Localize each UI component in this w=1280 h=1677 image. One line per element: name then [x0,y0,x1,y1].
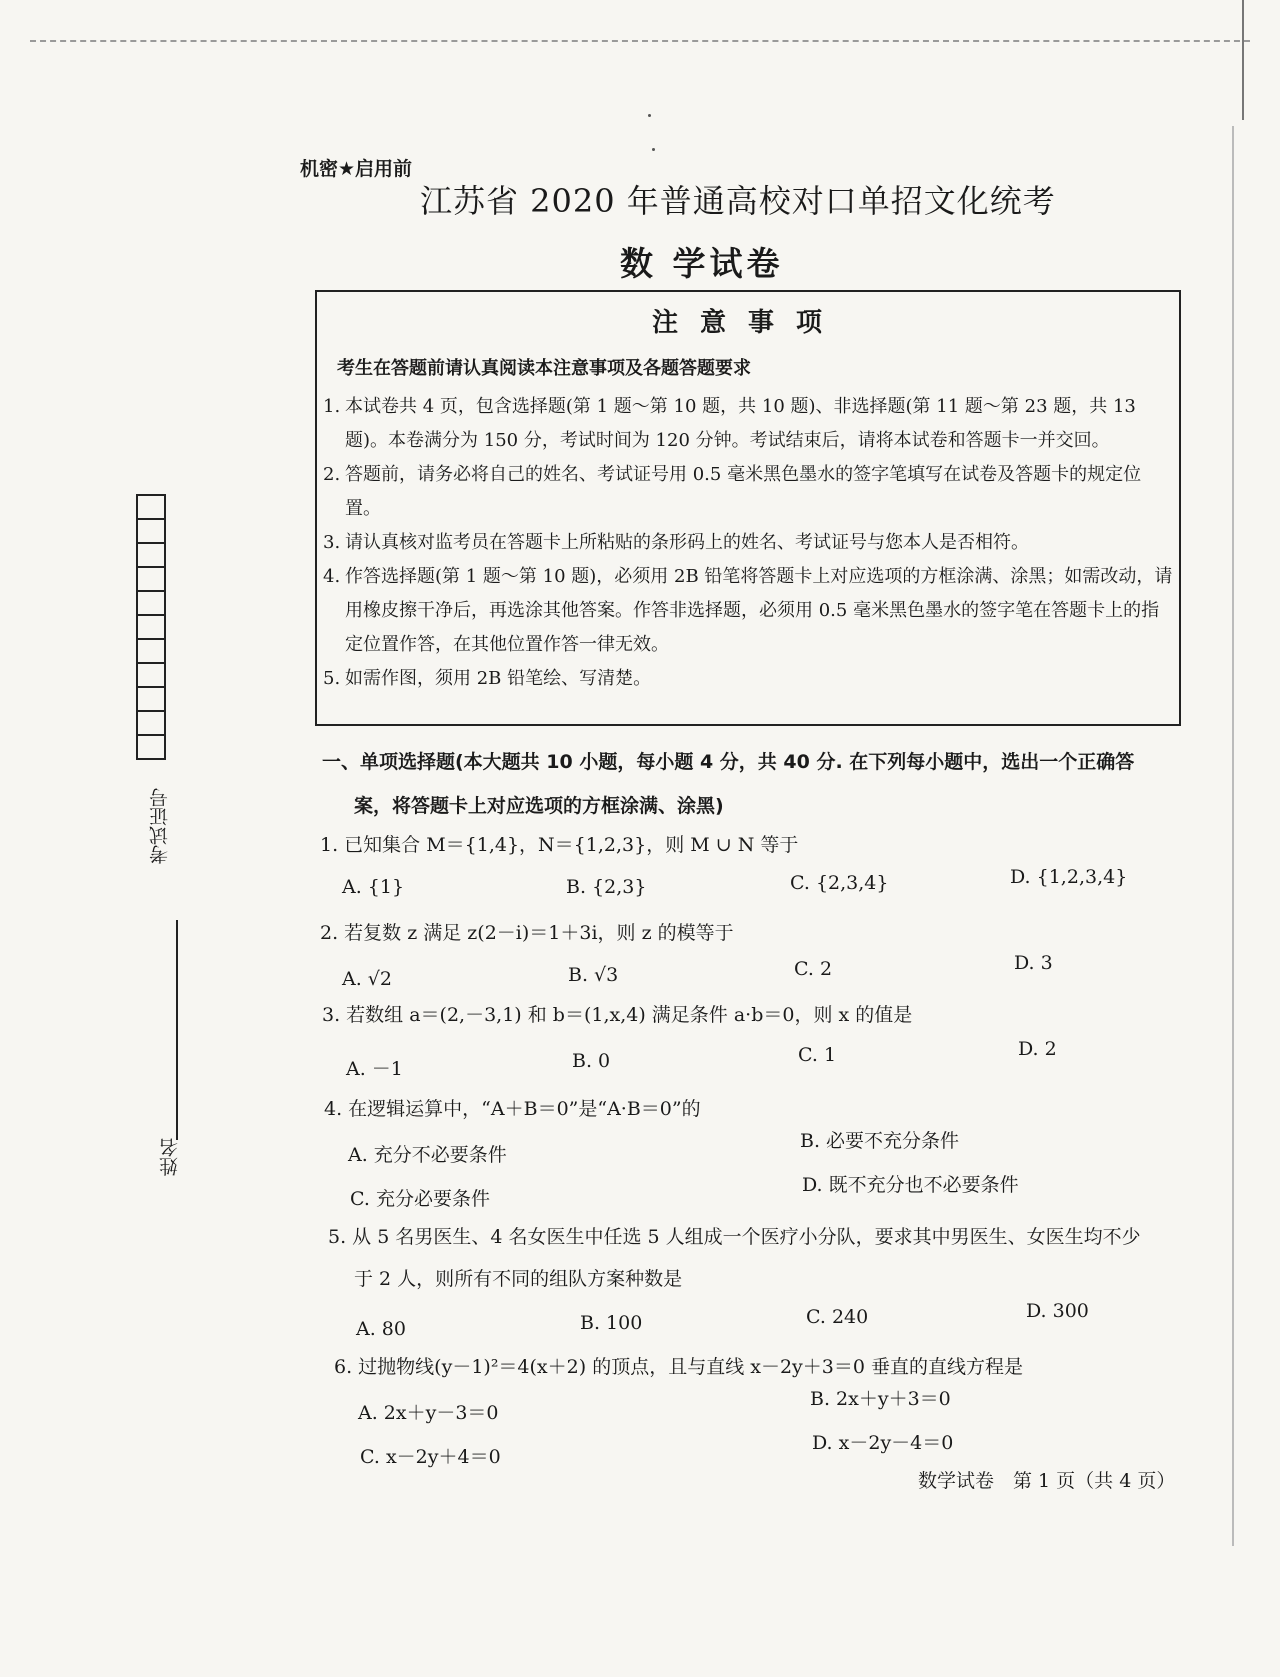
option-c: C. {2,3,4} [790,872,889,894]
notice-intro: 考生在答题前请认真阅读本注意事项及各题答题要求 [337,358,751,379]
notice-item [323,662,1173,696]
section-heading-line: 案，将答题卡上对应选项的方框涂满、涂黑) [354,795,724,817]
notice-item [323,390,1173,458]
section-heading-line: 一、单项选择题(本大题共 10 小题，每小题 4 分，共 40 分. 在下列每小题中，选出一个正确答 [322,751,1135,773]
notice-item [323,560,1173,662]
option-a: A. √2 [342,968,392,990]
scan-edge-line [1242,0,1244,120]
option-c: C. 充分必要条件 [350,1188,490,1210]
option-c: C. 1 [798,1044,837,1066]
notice-item-number: 2. [323,464,341,485]
question-stem: 2. 若复数 z 满足 z(2－i)＝1＋3i，则 z 的模等于 [320,922,734,944]
scan-speck [652,148,655,151]
scan-fold-line [30,40,1250,42]
exam-id-cell[interactable] [138,664,164,688]
question-stem: 6. 过抛物线(y－1)²＝4(x＋2) 的顶点，且与直线 x－2y＋3＝0 垂直的直线方程是 [334,1356,1023,1378]
name-label: 姓名 [159,1138,181,1176]
confidential-mark: 机密★启用前 [300,158,413,180]
exam-id-grid[interactable] [136,494,166,760]
exam-id-cell[interactable] [138,736,164,760]
notice-item [323,526,1173,560]
question-stem: 4. 在逻辑运算中，“A＋B＝0”是“A·B＝0”的 [324,1098,701,1120]
option-c: C. 2 [794,958,833,980]
exam-id-cell[interactable] [138,712,164,736]
notice-item-text: 本试卷共 4 页，包含选择题(第 1 题～第 10 题，共 10 题)、非选择题(第 11 题～第 23 题，共 13 题)。本卷满分为 150 分，考试时间为 120 分钟。考试结束后，请将本试卷和答题卡一并交回。 [345,396,1136,451]
exam-id-cell[interactable] [138,568,164,592]
option-d: D. {1,2,3,4} [1010,866,1128,888]
exam-id-cell[interactable] [138,496,164,520]
exam-id-label: 考试证号 [149,788,171,864]
question-stem: 3. 若数组 a＝(2,－3,1) 和 b＝(1,x,4) 满足条件 a·b＝0，则 x 的值是 [322,1004,913,1026]
option-d: D. 300 [1026,1300,1089,1322]
notice-item-number: 4. [323,566,341,587]
exam-id-cell[interactable] [138,688,164,712]
notice-item-text: 如需作图，须用 2B 铅笔绘、写清楚。 [345,668,652,689]
name-fill-line[interactable] [176,920,178,1140]
notice-item-text: 答题前，请务必将自己的姓名、考试证号用 0.5 毫米黑色墨水的签字笔填写在试卷及答题卡的规定位置。 [345,464,1142,519]
notice-item-number: 5. [323,668,341,689]
notice-heading: 注意事项 [651,308,844,338]
option-a: A. 2x＋y－3＝0 [358,1402,499,1424]
exam-id-cell[interactable] [138,592,164,616]
option-b: B. {2,3} [566,876,647,898]
option-d: D. 既不充分也不必要条件 [802,1174,1019,1196]
notice-list [323,390,1173,696]
option-b: B. 0 [572,1050,611,1072]
option-b: B. 100 [580,1312,643,1334]
option-c: C. 240 [806,1306,869,1328]
notice-item-text: 作答选择题(第 1 题～第 10 题)，必须用 2B 铅笔将答题卡上对应选项的方框涂满、涂黑；如需改动，请用橡皮擦干净后，再选涂其他答案。作答非选择题，必须用 0.5 毫米黑色墨水的签字笔在答题卡上的指定位置作答，在其他位置作答一律无效。 [345,566,1173,655]
option-d: D. 3 [1014,952,1053,974]
option-d: D. 2 [1018,1038,1057,1060]
option-a: A. －1 [346,1058,403,1080]
exam-id-cell[interactable] [138,544,164,568]
option-a: A. {1} [342,876,405,898]
option-a: A. 80 [356,1318,406,1340]
notice-box [315,290,1181,726]
section-heading [322,740,1202,828]
exam-id-cell[interactable] [138,640,164,664]
option-c: C. x－2y＋4＝0 [360,1446,501,1468]
page-footer: 数学试卷 第 1 页（共 4 页） [918,1470,1176,1492]
notice-item-text: 请认真核对监考员在答题卡上所粘贴的条形码上的姓名、考试证号与您本人是否相符。 [345,532,1029,553]
exam-id-cell[interactable] [138,520,164,544]
option-b: B. √3 [568,964,619,986]
question-stem: 5. 从 5 名男医生、4 名女医生中任选 5 人组成一个医疗小分队，要求其中男医生、女医生均不少 [328,1226,1141,1248]
exam-id-cell[interactable] [138,616,164,640]
question-stem: 1. 已知集合 M＝{1,4}，N＝{1,2,3}，则 M ∪ N 等于 [320,834,799,856]
option-b: B. 必要不充分条件 [800,1130,960,1152]
option-a: A. 充分不必要条件 [348,1144,507,1166]
notice-item-number: 3. [323,532,341,553]
notice-item [323,458,1173,526]
exam-subject: 数 学试卷 [620,244,784,283]
exam-title: 江苏省 2020 年普通高校对口单招文化统考 [420,182,1056,220]
scan-speck [648,114,651,117]
notice-item-number: 1. [323,396,341,417]
question-stem-continued: 于 2 人，则所有不同的组队方案种数是 [354,1268,683,1290]
option-d: D. x－2y－4＝0 [812,1432,954,1454]
scan-edge-line [1232,126,1234,1546]
option-b: B. 2x＋y＋3＝0 [810,1388,951,1410]
